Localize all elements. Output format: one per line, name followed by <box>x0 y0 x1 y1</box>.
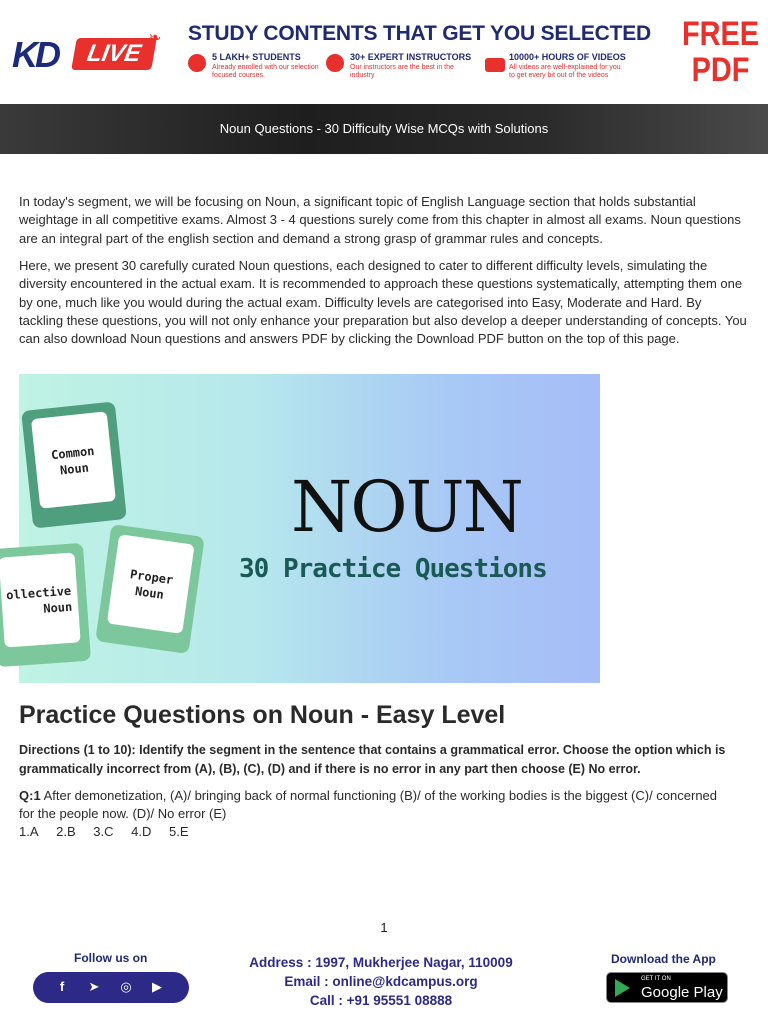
instructors-icon <box>326 54 344 72</box>
question-1: Q:1 After demonetization, (A)/ bringing back of normal functioning (B)/ of the working bodies is the biggest (C)/ concerned for the people now. (D)/ No error (E) <box>19 788 718 822</box>
broadcast-icon: ❧ <box>148 30 162 47</box>
telegram-icon[interactable]: ➤ <box>88 979 100 994</box>
section-heading: Practice Questions on Noun - Easy Level <box>19 701 506 729</box>
card-collective-noun: ollective Noun <box>0 543 91 667</box>
google-play-button[interactable]: GET IT ON Google Play <box>606 972 728 1003</box>
video-camera-icon <box>485 58 505 72</box>
footer-phone[interactable]: Call : +91 95551 08888 <box>309 993 453 1008</box>
logo-kd: KD <box>12 34 58 75</box>
download-app-label: Download the App <box>611 952 716 966</box>
noun-hero-image <box>5 374 600 683</box>
headline: STUDY CONTENTS THAT GET YOU SELECTED <box>188 22 652 45</box>
directions: Directions (1 to 10): Identify the segment in the sentence that contains a grammatical error. Choose the option which is grammatically incorrect from (A), (B), (C), (D) and if there is no error in any part then choose (E) No error. <box>19 743 726 776</box>
facebook-icon[interactable]: f <box>59 979 65 994</box>
title-banner <box>0 104 768 154</box>
intro-paragraph-1: In today's segment, we will be focusing on Noun, a significant topic of English Language section that holds substantial weightage in all competitive exams. Almost 3 - 4 questions surely come from this chapter in almost all exams. Noun questions are an integral part of the english section and demand a strong grasp of grammar rules and concepts. <box>19 194 741 246</box>
hero-title: NOUN <box>291 466 522 548</box>
youtube-icon[interactable]: ▶ <box>152 979 162 994</box>
instagram-icon[interactable]: ◎ <box>120 979 132 994</box>
question-1-options <box>19 824 203 839</box>
footer-address: Address : 1997, Mukherjee Nagar, 110009 <box>249 955 513 970</box>
students-icon <box>188 54 206 72</box>
option: 3.C <box>93 824 114 839</box>
banner-title: Noun Questions - 30 Difficulty Wise MCQs with Solutions <box>219 121 549 136</box>
hero-subtitle: 30 Practice Questions <box>239 554 547 584</box>
free-pdf-badge[interactable]: FREE PDF <box>682 15 760 89</box>
option: 4.D <box>131 824 152 839</box>
logo-live: LIVE <box>71 38 157 70</box>
page-number: 1 <box>380 920 388 935</box>
option: 5.E <box>169 824 189 839</box>
google-play-icon <box>615 979 630 997</box>
option: 2.B <box>56 824 76 839</box>
intro-paragraph-2: Here, we present 30 carefully curated Noun questions, each designed to cater to different difficulty levels, simulating the diversity encountered in the actual exam. It is recommended to approach these questions systematically, attempting them one by one, much like you would during the actual exam. Difficulty levels are categorised into Easy, Moderate and Hard. By tackling these questions, you will not only enhance your preparation but also develop a deeper understanding of concepts. You can also download Noun questions and answers PDF by clicking the Download PDF button on the top of this page. <box>19 258 747 347</box>
top-header: KD LIVE ❧ STUDY CONTENTS THAT GET YOU SELECTED 5 LAKH+ STUDENTS Already enrolled with our selection focused courses. 30+ EXPERT INSTRUCTORS Our instructors are the best in the industry 10000+ HOURS OF VIDEOS All videos are well-explained for you to get every bit out of the videos FREE PDF <box>0 0 768 104</box>
kd-live-logo[interactable] <box>12 28 162 78</box>
card-proper-noun: Proper Noun <box>95 524 205 654</box>
option: 1.A <box>19 824 39 839</box>
footer-email[interactable]: Email : online@kdcampus.org <box>284 974 478 989</box>
follow-label: Follow us on <box>74 951 148 965</box>
card-common-noun: Common Noun <box>21 401 127 528</box>
